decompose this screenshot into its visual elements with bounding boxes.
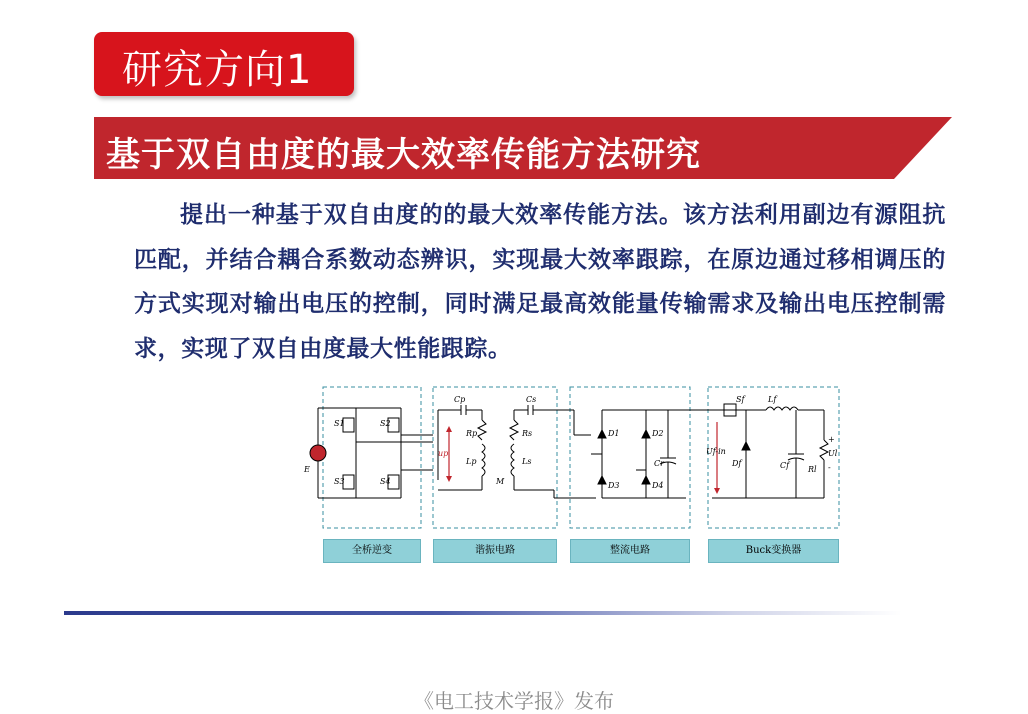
description-paragraph: 提出一种基于双自由度的的最大效率传能方法。该方法利用副边有源阻抗匹配，并结合耦合系数动态辨识，实现最大效率跟踪，在原边通过移相调压的方式实现对输出电压的控制，同时满足最高效能量传输需求及输出电压控制需求，实现了双自由度最大性能跟踪。 xyxy=(134,202,946,362)
circuit-label: Lp xyxy=(466,457,477,466)
circuit-label: S3 xyxy=(334,477,345,486)
circuit-label: Uf-in xyxy=(706,447,726,456)
topic-banner-title: 基于双自由度的最大效率传能方法研究 xyxy=(106,135,701,175)
circuit-label: Ls xyxy=(522,457,532,466)
circuit-label: Cp xyxy=(454,395,466,404)
caption-rectifier: 整流电路 xyxy=(570,539,690,563)
circuit-label: up xyxy=(438,449,449,458)
circuit-label: - xyxy=(828,463,831,472)
circuit-label: S1 xyxy=(334,419,345,428)
circuit-label: Lf xyxy=(768,395,777,404)
circuit-label: Cf xyxy=(780,461,790,470)
circuit-label: Df xyxy=(732,459,742,468)
circuit-label: S4 xyxy=(380,477,391,486)
circuit-label: D2 xyxy=(652,429,664,438)
circuit-label: Cs xyxy=(526,395,537,404)
circuit-label: D1 xyxy=(608,429,620,438)
divider-rule xyxy=(64,611,902,615)
circuit-label: M xyxy=(496,477,505,486)
dc-source-icon xyxy=(310,445,326,461)
caption-inverter: 全桥逆变 xyxy=(323,539,421,563)
footer-publisher: 《电工技术学报》发布 xyxy=(414,689,614,713)
circuit-label: D4 xyxy=(652,481,664,490)
circuit-label: Rl xyxy=(808,465,817,474)
section-tab-title: 研究方向1 xyxy=(122,47,313,93)
circuit-label: Cr xyxy=(654,459,664,468)
caption-resonant: 谐振电路 xyxy=(433,539,557,563)
circuit-label: S2 xyxy=(380,419,391,428)
section-tab xyxy=(94,32,354,96)
circuit-label: Sf xyxy=(736,395,745,404)
circuit-label: D3 xyxy=(608,481,620,490)
topic-banner xyxy=(94,117,952,179)
circuit-label: E xyxy=(304,465,310,474)
circuit-label: Rp xyxy=(466,429,478,438)
buck-block xyxy=(708,387,839,528)
circuit-label: Ul xyxy=(828,449,838,458)
circuit-label: + xyxy=(828,435,835,444)
caption-buck: Buck变换器 xyxy=(708,539,839,563)
circuit-label: Rs xyxy=(522,429,533,438)
resonant-block xyxy=(433,387,557,528)
